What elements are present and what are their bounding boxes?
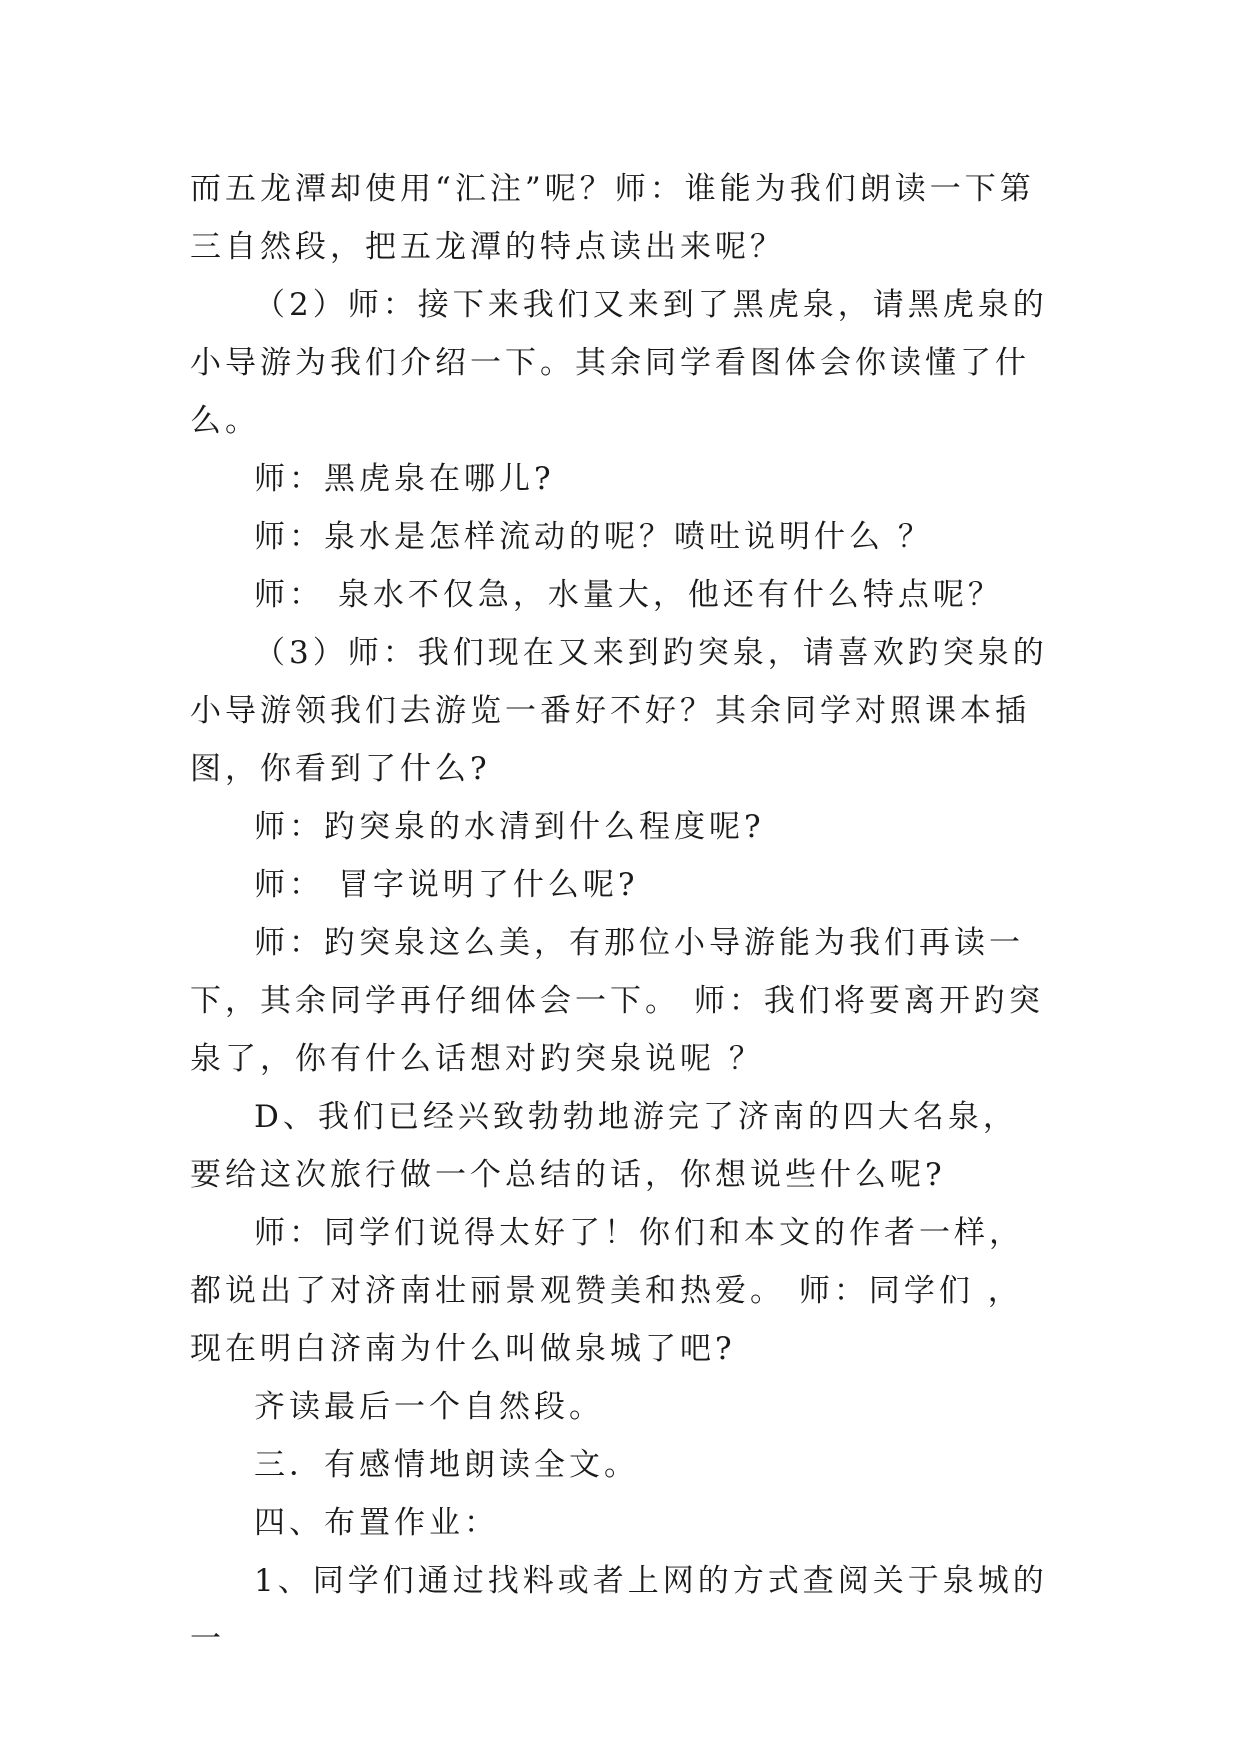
paragraph-homework-1: 1、同学们通过找料或者上网的方式查阅关于泉城的一 [190,1563,1048,1657]
paragraph-heihuquan-intro: （2）师：接下来我们又来到了黑虎泉，请黑虎泉的小导游为我们介绍一下。其余同学看图体会你读懂了什么。 [190,287,1048,439]
heading-section-three: 三．有感情地朗读全文。 [254,1447,639,1483]
document-body [190,160,1050,1668]
paragraph-baotuquan-intro: （3）师：我们现在又来到趵突泉，请喜欢趵突泉的小导游领我们去游览一番好不好？其余同学对照课本插图，你看到了什么? [190,635,1048,787]
paragraph-summary-praise: 师：同学们说得太好了！你们和本文的作者一样，都说出了对济南壮丽景观赞美和热爱。 师：同学们 ，现在明白济南为什么叫做泉城了吧? [190,1215,1024,1367]
paragraph-summary-question: D、我们已经兴致勃勃地游完了济南的四大名泉，要给这次旅行做一个总结的话，你想说些什么呢? [190,1099,1018,1193]
paragraph-heihuquan-flow: 师：泉水是怎样流动的呢？喷吐说明什么 ？ [254,519,933,555]
paragraph-wulongtan-reading: 而五龙潭却使用“汇注”呢？师：谁能为我们朗读一下第三自然段，把五龙潭的特点读出来呢？ [190,171,1035,265]
paragraph-baotuquan-farewell: 师：趵突泉这么美，有那位小导游能为我们再读一下，其余同学再仔细体会一下。 师：我们将要离开趵突泉了，你有什么话想对趵突泉说呢 ？ [190,925,1044,1077]
paragraph-baotuquan-clarity: 师：趵突泉的水清到什么程度呢? [254,809,765,845]
heading-section-four: 四、布置作业： [254,1505,499,1541]
paragraph-heihuquan-features: 师： 泉水不仅急，水量大，他还有什么特点呢？ [254,577,1003,613]
paragraph-heihuquan-where: 师：黑虎泉在哪儿? [254,461,555,497]
paragraph-read-last: 齐读最后一个自然段。 [254,1389,604,1425]
paragraph-baotuquan-mao: 师： 冒字说明了什么呢? [254,867,639,903]
